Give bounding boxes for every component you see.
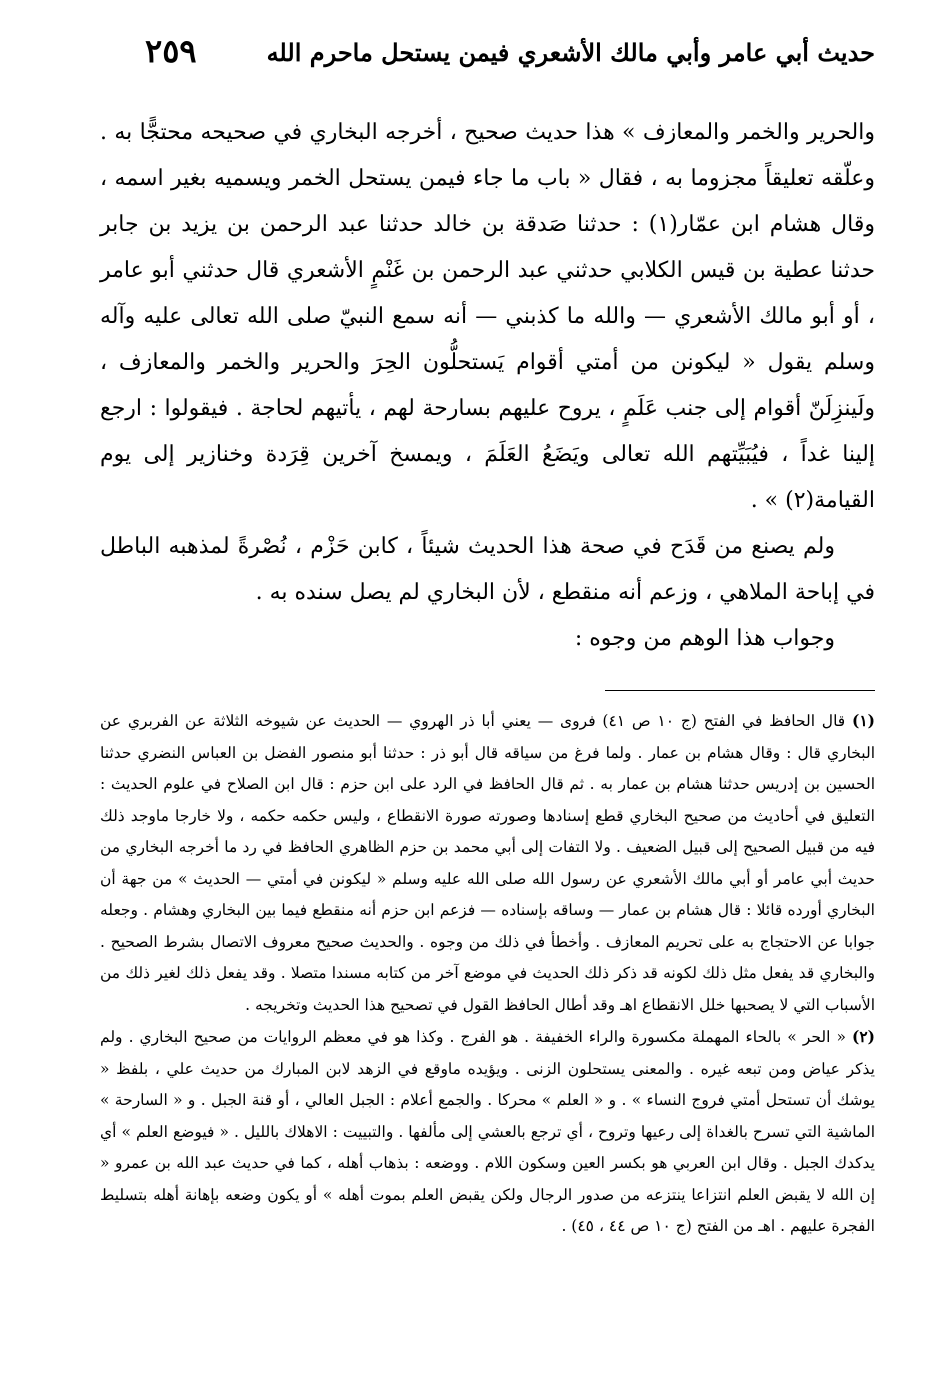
footnote-2 xyxy=(100,1021,875,1243)
page xyxy=(100,28,875,1243)
main-paragraph-3: وجواب هذا الوهم من وجوه : xyxy=(574,626,835,651)
footnote-1-marker: (١) xyxy=(852,711,876,730)
footnote-separator xyxy=(605,690,875,691)
main-text xyxy=(100,110,875,662)
page-number: ٢٥٩ xyxy=(145,32,197,70)
main-paragraph-1: والحرير والخمر والمعازف » هذا حديث صحيح ، أخرجه البخاري في صحيحه محتجًّا به . وعلّقه تعليقاً مجزوما به ، فقال « باب ما جاء فيمن يستحل الخمر ويسميه بغير اسمه ، وقال هشام ابن عمّار(١) : حدثنا صَدقة بن خالد حدثنا عبد الرحمن بن يزيد بن جابر حدثنا عطية بن قيس الكلابي حدثني عبد الرحمن بن غَنْمٍ الأشعري قال حدثني أبو عامر ، أو أبو مالك الأشعري — والله ما كذبني — أنه سمع النبيّ صلى الله تعالى عليه وآله وسلم يقول « ليكونن من أمتي أقوام يَستحلُّون الحِرَ والحرير والخمر والمعازف ، ولَينزِلَنّ أقوام إلى جنب عَلَمٍ ، يروح عليهم بسارحة لهم ، يأتيهم لحاجة . فيقولوا : ارجع إلينا غداً ، فيُبَيِّتهم الله تعالى ويَضَعُ العَلَمَ ، ويمسخ آخرين قِرَدة وخنازير إلى يوم القيامة(٢) » . xyxy=(100,120,875,513)
running-title: حديث أبي عامر وأبي مالك الأشعري فيمن يستحل ماحرم الله xyxy=(266,38,875,67)
footnote-2-marker: (٢) xyxy=(851,1027,875,1046)
footnote-2-text: « الحر » بالحاء المهملة مكسورة والراء الخفيفة . هو الفرج . وكذا هو في معظم الروايات من صحيح البخاري . ولم يذكر عياض ومن تبعه غيره . والمعنى يستحلون الزنى . ويؤيده ماوقع في الزهد لابن المبارك من حديث علي ، بلفظ « يوشك أن تستحل أمتي فروج النساء » . و « العلم » محركا . والجمع أعلام : الجبل العالي ، أو قنة الجبل . و « السارحة » الماشية التي تسرح بالغداة إلى رعيها وتروح ، أي ترجع بالعشي إلى مألفها . والتبييت : الاهلاك بالليل . « فيوضع العلم » أي يدكدك الجبل . وقال ابن العربي هو بكسر العين وسكون اللام . ووضعه : بذهاب أهله ، كما في حديث عبد الله بن عمرو « إن الله لا يقبض العلم انتزاعا ينتزعه من صدور الرجال ولكن يقبض العلم بموت أهله » أو يكون وضعه بإهانة أهله بتسليط الفجرة عليهم . اهـ من الفتح (ج ١٠ ص ٤٤ ، ٤٥) . xyxy=(100,1028,875,1235)
footnotes xyxy=(100,705,875,1243)
footnote-1 xyxy=(100,705,875,1021)
footnote-1-text: قال الحافظ في الفتح (ج ١٠ ص ٤١) فروى — يعني أبا ذر الهروي — الحديث عن شيوخه الثلاثة عن الفربري عن البخاري قال : وقال هشام بن عمار . ولما فرغ من سياقه قال أبو ذر : حدثنا أبو منصور الفضل بن العباس النضري حدثنا الحسين بن إدريس حدثنا هشام بن عمار به . ثم قال الحافظ في الرد على ابن حزم : قال ابن الصلاح في علوم الحديث : التعليق في أحاديث من صحيح البخاري قطع إسنادها وصورته صورة الانقطاع ، وليس حكمه حكمه ، ولا خارجا ماوجد ذلك فيه من قبيل الصحيح إلى قبيل الضعيف . ولا التفات إلى أبي محمد بن حزم الظاهري الحافظ في رد ما أخرجه البخاري من حديث أبي عامر أو أبي مالك الأشعري عن رسول الله صلى الله عليه وسلم « ليكونن في أمتي — الحديث » من جهة أن البخاري أورده قائلا : قال هشام بن عمار — وساقه بإسناده — فزعم ابن حزم أنه منقطع فيما بين البخاري وهشام . وجعله جوابا عن الاحتجاج به على تحريم المعازف . وأخطأ في ذلك من وجوه . والحديث صحيح معروف الاتصال بشرط الصحيح . والبخاري قد يفعل مثل ذلك لكونه قد ذكر ذلك الحديث في موضع آخر من كتابه مسندا متصلا . وقد يفعل ذلك لغير ذلك من الأسباب التي لا يصحبها خلل الانقطاع اهـ وقد أطال الحافظ القول في تصحيح هذا الحديث وتخريجه . xyxy=(100,712,875,1014)
main-paragraph-2: ولم يصنع من قَدَح في صحة هذا الحديث شيئاً ، كابن حَزْم ، نُصْرةً لمذهبه الباطل في إباحة الملاهي ، وزعم أنه منقطع ، لأن البخاري لم يصل سنده به . xyxy=(100,534,875,605)
page-header xyxy=(100,28,875,88)
